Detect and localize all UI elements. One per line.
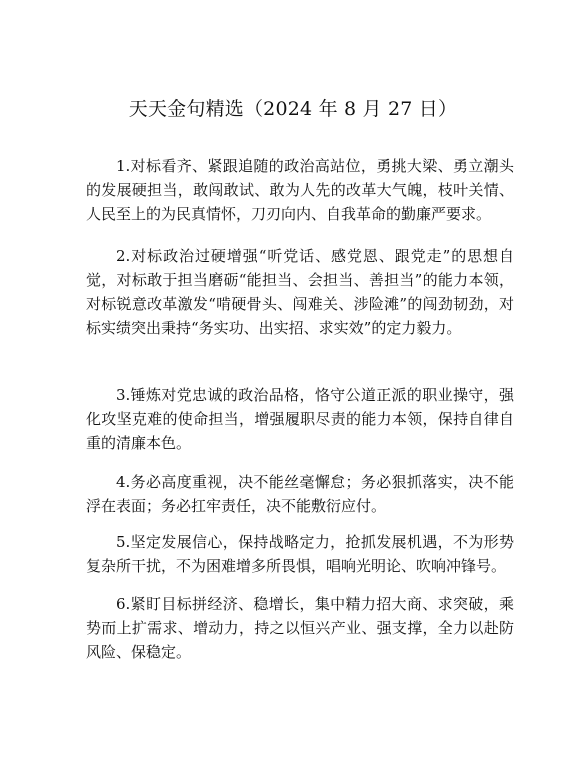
paragraph-1: 1.对标看齐、紧跟追随的政治高站位，勇挑大梁、勇立潮头的发展硬担当，敢闯敢试、敢为人先的改革大气魄，枝叶关情、人民至上的为民真情怀，刀刃向内、自我革命的勤廉严要求。 [86, 157, 514, 223]
paragraph-3: 3.锤炼对党忠诚的政治品格，恪守公道正派的职业操守，强化攻坚克难的使命担当，增强履职尽责的能力本领，保持自律自重的清廉本色。 [86, 386, 514, 452]
document-title: 天天金句精选（2024 年 8 月 27 日） [128, 98, 458, 120]
paragraph-2: 2.对标政治过硬增强“听党话、感党恩、跟党走”的思想自觉，对标敢于担当磨砺“能担当、会担当、善担当”的能力本领，对标锐意改革激发“啃硬骨头、闯难关、涉险滩”的闯劲韧劲，对标实绩突出秉持“务实功、出实招、求实效”的定力毅力。 [86, 247, 514, 337]
paragraph-5: 5.坚定发展信心，保持战略定力，抢抓发展机遇，不为形势复杂所干扰，不为困难增多所畏惧，唱响光明论、吹响冲锋号。 [86, 533, 514, 575]
paragraph-6: 6.紧盯目标拼经济、稳增长，集中精力招大商、求突破，乘势而上扩需求、增动力，持之以恒兴产业、强支撑，全力以赴防风险、保稳定。 [86, 595, 514, 661]
paragraph-4: 4.务必高度重视，决不能丝毫懈怠；务必狠抓落实，决不能浮在表面；务必扛牢责任，决不能敷衍应付。 [86, 473, 514, 515]
